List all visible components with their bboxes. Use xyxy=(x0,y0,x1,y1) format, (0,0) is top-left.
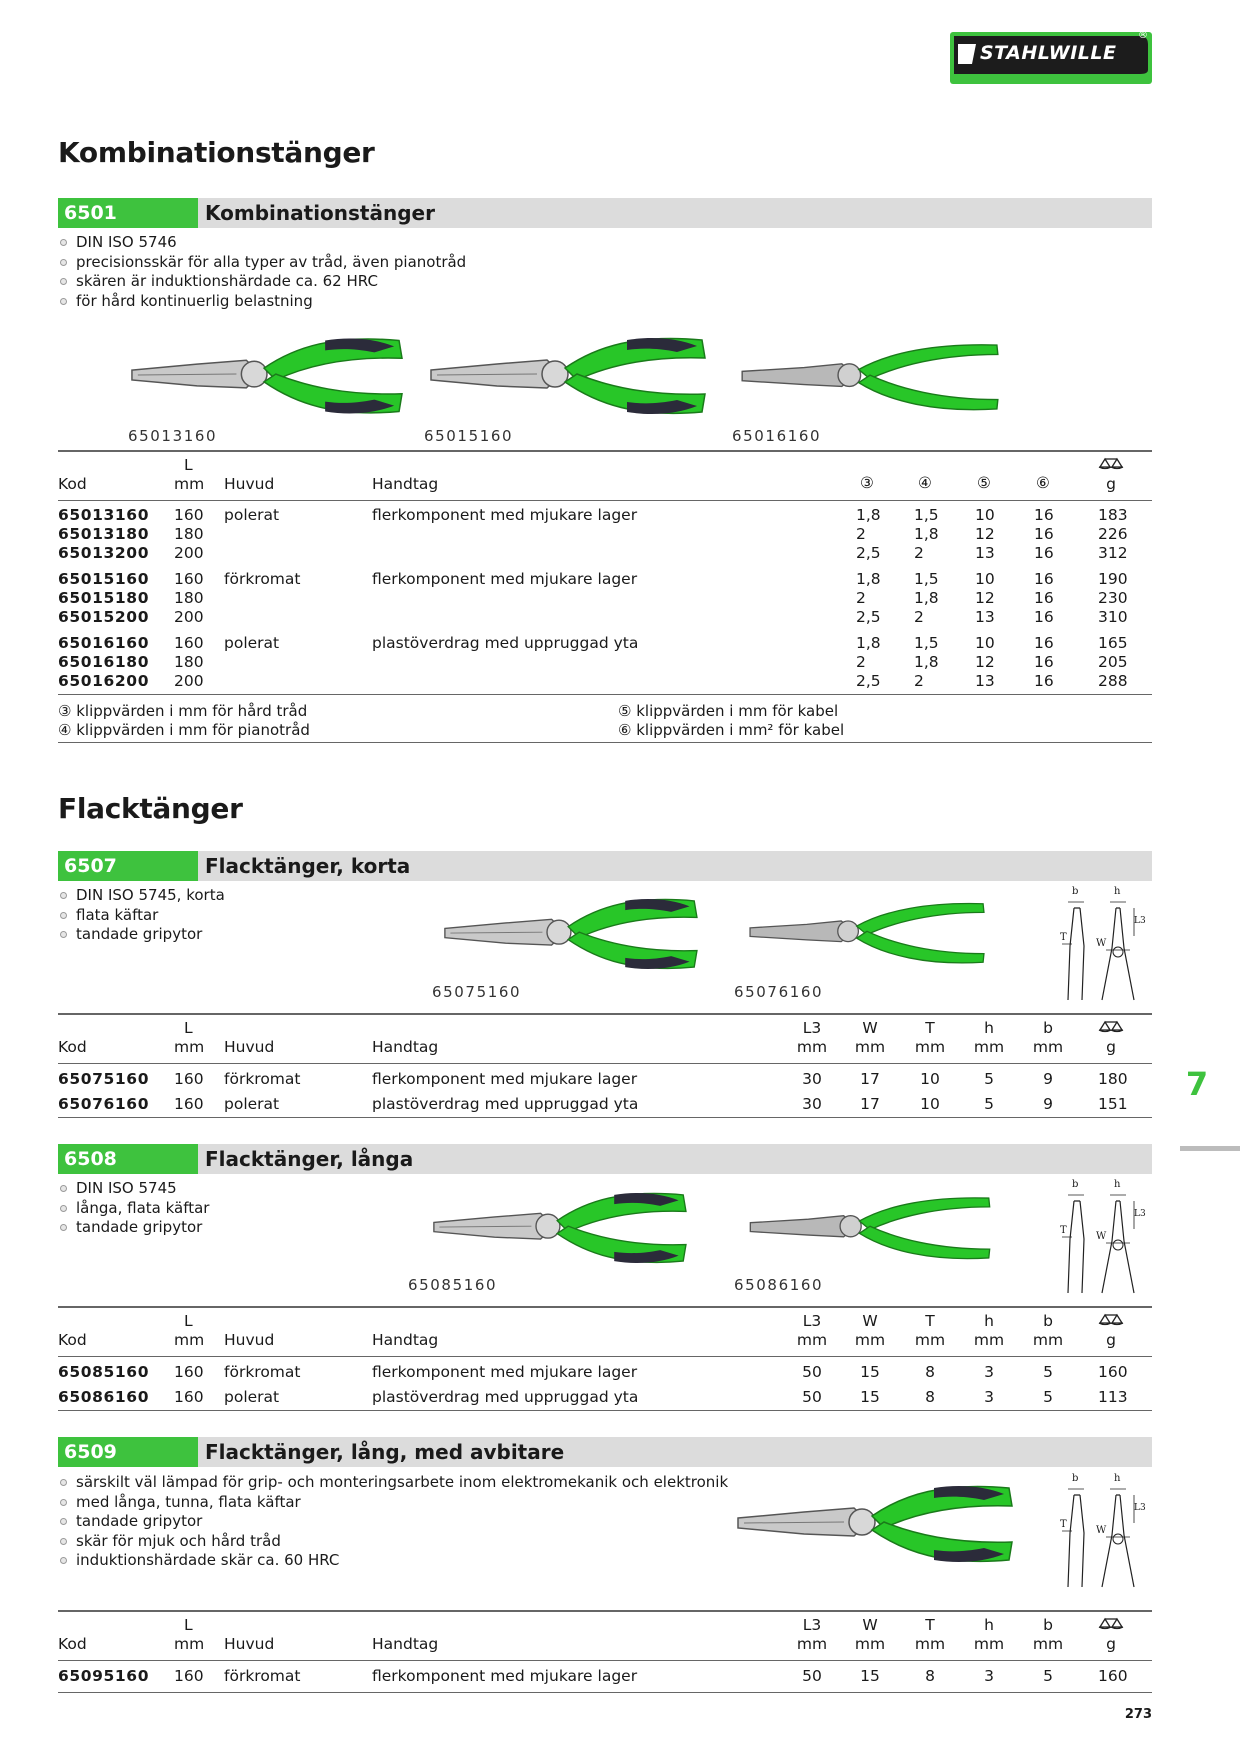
feature-item: skären är induktionshärdade ca. 62 HRC xyxy=(58,272,466,292)
cell-weight: 312 xyxy=(1098,544,1128,562)
plier-image-65095160 xyxy=(732,1474,1016,1574)
col-header-kod: Kod xyxy=(58,1331,87,1349)
scale-icon xyxy=(1098,456,1124,470)
table-rule xyxy=(58,742,1152,743)
footnote: ④ klippvärden i mm för pianotråd xyxy=(58,721,310,739)
cell-l3: 30 xyxy=(802,1070,822,1088)
scale-icon xyxy=(1098,1019,1124,1033)
cell-hard-wire: 2,5 xyxy=(856,608,881,626)
feature-item: precisionsskär för alla typer av tråd, även pianotråd xyxy=(58,253,466,273)
section-title: Flacktänger, lång, med avbitare xyxy=(205,1440,565,1464)
cell-cable: 13 xyxy=(975,608,995,626)
diagram-label-w: W xyxy=(1096,938,1107,949)
table-rule xyxy=(58,1410,1152,1411)
col-header-huvud: Huvud xyxy=(224,1331,275,1349)
col-header-weight: g xyxy=(1106,1635,1116,1653)
cell-cable-mm2: 16 xyxy=(1034,544,1054,562)
cell-cable: 12 xyxy=(975,653,995,671)
cell-weight: 151 xyxy=(1098,1095,1128,1113)
cell-hard-wire: 1,8 xyxy=(856,570,881,588)
section-code: 6508 xyxy=(58,1144,198,1174)
feature-list-6507 xyxy=(58,886,225,945)
cell-handtag: plastöverdrag med uppruggad yta xyxy=(372,1388,639,1406)
cell-cable: 13 xyxy=(975,672,995,690)
cell-l3: 50 xyxy=(802,1363,822,1381)
col-header-huvud: Huvud xyxy=(224,475,275,493)
cell-kod: 65013200 xyxy=(58,544,150,562)
section-bar-6508 xyxy=(58,1144,1152,1174)
chapter-tab[interactable]: 7 xyxy=(1185,1065,1209,1103)
col-header-weight: g xyxy=(1106,475,1116,493)
diagram-label-h: h xyxy=(1114,1179,1121,1190)
feature-item: tandade gripytor xyxy=(58,1218,209,1238)
col-header-unit: mm xyxy=(854,1038,886,1056)
col-header-t: T xyxy=(925,1616,935,1634)
cell-piano-wire: 1,8 xyxy=(914,653,939,671)
spec-table-6509 xyxy=(58,1610,1152,1696)
col-header-unit: mm xyxy=(973,1038,1005,1056)
cell-l3: 50 xyxy=(802,1667,822,1685)
feature-list-6508 xyxy=(58,1179,209,1238)
heading-kombinationstanger: Kombinationstänger xyxy=(58,136,375,169)
cell-w: 15 xyxy=(860,1363,880,1381)
section-code: 6509 xyxy=(58,1437,198,1467)
col-header-t: T xyxy=(925,1019,935,1037)
table-rule xyxy=(58,1306,1152,1308)
cell-h: 3 xyxy=(984,1363,994,1381)
cell-cable-mm2: 16 xyxy=(1034,608,1054,626)
plier-image-65076160 xyxy=(732,890,1002,976)
footnote: ③ klippvärden i mm för hård tråd xyxy=(58,702,308,720)
col-header-l-unit: mm xyxy=(174,1038,205,1056)
diagram-label-w: W xyxy=(1096,1525,1107,1536)
cell-weight: 160 xyxy=(1098,1667,1128,1685)
col-header-unit: mm xyxy=(1032,1635,1064,1653)
cell-huvud: polerat xyxy=(224,1388,280,1406)
section-title: Flacktänger, långa xyxy=(205,1147,414,1171)
table-rule xyxy=(58,500,1152,501)
cell-weight: 160 xyxy=(1098,1363,1128,1381)
col-header-t: T xyxy=(925,1312,935,1330)
image-label: 65086160 xyxy=(734,1276,824,1294)
table-rule xyxy=(58,694,1152,695)
cell-huvud: förkromat xyxy=(224,570,301,588)
cell-length: 180 xyxy=(174,653,204,671)
cell-hard-wire: 1,8 xyxy=(856,634,881,652)
col-header-unit: mm xyxy=(854,1331,886,1349)
dimension-diagram xyxy=(1050,1475,1150,1591)
table-rule xyxy=(58,1610,1152,1612)
cell-length: 180 xyxy=(174,589,204,607)
cell-piano-wire: 1,8 xyxy=(914,525,939,543)
cell-handtag: plastöverdrag med uppruggad yta xyxy=(372,634,639,652)
page-number: 273 xyxy=(1124,1707,1152,1722)
scale-icon xyxy=(1098,1616,1124,1630)
image-label: 65075160 xyxy=(432,983,522,1001)
cell-length: 200 xyxy=(174,544,204,562)
col-header-w: W xyxy=(862,1616,878,1634)
dimension-diagram xyxy=(1050,888,1150,1004)
col-header-weight: g xyxy=(1106,1331,1116,1349)
image-label: 65016160 xyxy=(732,427,822,445)
dimension-diagram xyxy=(1050,1181,1150,1297)
cell-cable-mm2: 16 xyxy=(1034,653,1054,671)
cell-weight: 288 xyxy=(1098,672,1128,690)
diagram-label-b: b xyxy=(1072,886,1079,897)
col-header-l-unit: mm xyxy=(174,1635,205,1653)
image-label: 65013160 xyxy=(128,427,218,445)
table-rule xyxy=(58,1063,1152,1064)
chapter-tab-marker xyxy=(1180,1146,1240,1151)
cell-kod: 65015200 xyxy=(58,608,150,626)
cell-weight: 113 xyxy=(1098,1388,1128,1406)
cell-hard-wire: 2,5 xyxy=(856,544,881,562)
col-header-handtag: Handtag xyxy=(372,475,439,493)
cell-cable: 10 xyxy=(975,634,995,652)
cell-handtag: plastöverdrag med uppruggad yta xyxy=(372,1095,639,1113)
cell-b: 9 xyxy=(1043,1095,1053,1113)
cell-weight: 310 xyxy=(1098,608,1128,626)
col-header-cable: ⑤ xyxy=(977,474,991,492)
cell-cable-mm2: 16 xyxy=(1034,570,1054,588)
col-header-kod: Kod xyxy=(58,1635,87,1653)
cell-hard-wire: 2 xyxy=(856,525,866,543)
col-header-l3: L3 xyxy=(802,1312,822,1330)
feature-item: DIN ISO 5746 xyxy=(58,233,466,253)
cell-b: 5 xyxy=(1043,1667,1053,1685)
cell-cable-mm2: 16 xyxy=(1034,506,1054,524)
spec-table-6508 xyxy=(58,1306,1152,1416)
section-bar-6509 xyxy=(58,1437,1152,1467)
plier-image-65015160 xyxy=(424,326,710,426)
feature-item: särskilt väl lämpad för grip- och monteringsarbete inom elektromekanik och elektronik xyxy=(58,1473,728,1493)
col-header-l3: L3 xyxy=(802,1019,822,1037)
cell-weight: 205 xyxy=(1098,653,1128,671)
col-header-unit: mm xyxy=(1032,1331,1064,1349)
cell-h: 5 xyxy=(984,1070,994,1088)
table-rule xyxy=(58,1013,1152,1015)
cell-weight: 226 xyxy=(1098,525,1128,543)
col-header-kod: Kod xyxy=(58,1038,87,1056)
cell-length: 160 xyxy=(174,1388,204,1406)
cell-hard-wire: 2 xyxy=(856,653,866,671)
table-rule xyxy=(58,1660,1152,1661)
col-header-unit: mm xyxy=(854,1635,886,1653)
diagram-label-h: h xyxy=(1114,1473,1121,1484)
cell-t: 8 xyxy=(925,1388,935,1406)
cell-hard-wire: 1,8 xyxy=(856,506,881,524)
feature-item: flata käftar xyxy=(58,906,225,926)
feature-item: DIN ISO 5745 xyxy=(58,1179,209,1199)
registered-mark: ® xyxy=(1138,30,1148,41)
cell-kod: 65016180 xyxy=(58,653,150,671)
feature-item: tandade gripytor xyxy=(58,925,225,945)
section-code: 6507 xyxy=(58,851,198,881)
cell-kod: 65085160 xyxy=(58,1363,150,1381)
logo-text: STAHLWILLE xyxy=(980,42,1117,64)
cell-huvud: förkromat xyxy=(224,1070,301,1088)
col-header-unit: mm xyxy=(796,1331,828,1349)
plier-image-65016160 xyxy=(730,330,1010,424)
cell-cable: 12 xyxy=(975,589,995,607)
cell-piano-wire: 2 xyxy=(914,672,924,690)
diagram-label-t: T xyxy=(1060,1519,1067,1530)
col-header-l: L xyxy=(184,1019,193,1037)
cell-weight: 165 xyxy=(1098,634,1128,652)
cell-b: 5 xyxy=(1043,1388,1053,1406)
cell-length: 160 xyxy=(174,1095,204,1113)
cell-huvud: polerat xyxy=(224,634,280,652)
plier-image-65086160 xyxy=(732,1184,1008,1272)
col-header-handtag: Handtag xyxy=(372,1331,439,1349)
diagram-label-l3: L3 xyxy=(1134,1209,1146,1219)
col-header-l-unit: mm xyxy=(174,1331,205,1349)
cell-handtag: flerkomponent med mjukare lager xyxy=(372,1667,638,1685)
col-header-huvud: Huvud xyxy=(224,1038,275,1056)
section-bar-6507 xyxy=(58,851,1152,881)
cell-length: 160 xyxy=(174,570,204,588)
cell-cable-mm2: 16 xyxy=(1034,634,1054,652)
section-title: Kombinationstänger xyxy=(205,201,435,225)
cell-hard-wire: 2 xyxy=(856,589,866,607)
table-rule xyxy=(58,1692,1152,1693)
diagram-label-b: b xyxy=(1072,1179,1079,1190)
cell-length: 160 xyxy=(174,506,204,524)
section-code: 6501 xyxy=(58,198,198,228)
cell-t: 8 xyxy=(925,1667,935,1685)
cell-length: 200 xyxy=(174,608,204,626)
col-header-weight: g xyxy=(1106,1038,1116,1056)
cell-weight: 230 xyxy=(1098,589,1128,607)
cell-huvud: polerat xyxy=(224,1095,280,1113)
heading-flacktanger: Flacktänger xyxy=(58,792,243,825)
cell-w: 17 xyxy=(860,1070,880,1088)
col-header-l: L xyxy=(184,456,193,474)
cell-kod: 65076160 xyxy=(58,1095,150,1113)
col-header-unit: mm xyxy=(796,1635,828,1653)
col-header-handtag: Handtag xyxy=(372,1038,439,1056)
diagram-label-l3: L3 xyxy=(1134,1503,1146,1513)
image-label: 65015160 xyxy=(424,427,514,445)
feature-list-6501 xyxy=(58,233,466,311)
cell-piano-wire: 1,5 xyxy=(914,570,939,588)
cell-piano-wire: 1,5 xyxy=(914,506,939,524)
col-header-unit: mm xyxy=(973,1635,1005,1653)
feature-item: skär för mjuk och hård tråd xyxy=(58,1532,728,1552)
col-header-l: L xyxy=(184,1616,193,1634)
col-header-l: L xyxy=(184,1312,193,1330)
cell-piano-wire: 1,8 xyxy=(914,589,939,607)
cell-h: 3 xyxy=(984,1388,994,1406)
cell-kod: 65013180 xyxy=(58,525,150,543)
col-header-hard-wire: ③ xyxy=(860,474,874,492)
cell-kod: 65015180 xyxy=(58,589,150,607)
diagram-label-w: W xyxy=(1096,1231,1107,1242)
cell-huvud: förkromat xyxy=(224,1667,301,1685)
cell-piano-wire: 2 xyxy=(914,544,924,562)
diagram-label-t: T xyxy=(1060,932,1067,943)
cell-length: 160 xyxy=(174,1363,204,1381)
feature-item: DIN ISO 5745, korta xyxy=(58,886,225,906)
cell-cable-mm2: 16 xyxy=(1034,589,1054,607)
cell-handtag: flerkomponent med mjukare lager xyxy=(372,1363,638,1381)
col-header-b: b xyxy=(1043,1312,1053,1330)
col-header-kod: Kod xyxy=(58,475,87,493)
cell-cable: 10 xyxy=(975,570,995,588)
cell-t: 8 xyxy=(925,1363,935,1381)
col-header-cable-mm2: ⑥ xyxy=(1036,474,1050,492)
cell-hard-wire: 2,5 xyxy=(856,672,881,690)
cell-cable: 10 xyxy=(975,506,995,524)
feature-list-6509 xyxy=(58,1473,728,1571)
cell-length: 160 xyxy=(174,634,204,652)
cell-h: 5 xyxy=(984,1095,994,1113)
col-header-w: W xyxy=(862,1312,878,1330)
cell-weight: 183 xyxy=(1098,506,1128,524)
cell-piano-wire: 2 xyxy=(914,608,924,626)
cell-w: 15 xyxy=(860,1388,880,1406)
cell-handtag: flerkomponent med mjukare lager xyxy=(372,506,638,524)
col-header-unit: mm xyxy=(914,1635,946,1653)
cell-length: 200 xyxy=(174,672,204,690)
cell-weight: 180 xyxy=(1098,1070,1128,1088)
footnote: ⑤ klippvärden i mm för kabel xyxy=(618,702,839,720)
cell-length: 160 xyxy=(174,1070,204,1088)
col-header-piano-wire: ④ xyxy=(918,474,932,492)
table-rule xyxy=(58,450,1152,452)
cell-l3: 30 xyxy=(802,1095,822,1113)
col-header-unit: mm xyxy=(796,1038,828,1056)
cell-huvud: förkromat xyxy=(224,1363,301,1381)
cell-weight: 190 xyxy=(1098,570,1128,588)
cell-kod: 65016200 xyxy=(58,672,150,690)
cell-length: 160 xyxy=(174,1667,204,1685)
cell-cable: 12 xyxy=(975,525,995,543)
plier-image-65013160 xyxy=(128,326,404,426)
col-header-w: W xyxy=(862,1019,878,1037)
table-rule xyxy=(58,1117,1152,1118)
col-header-h: h xyxy=(984,1019,994,1037)
cell-b: 9 xyxy=(1043,1070,1053,1088)
col-header-unit: mm xyxy=(973,1331,1005,1349)
cell-t: 10 xyxy=(920,1070,940,1088)
spec-table-6507 xyxy=(58,1013,1152,1123)
diagram-label-b: b xyxy=(1072,1473,1079,1484)
cell-cable-mm2: 16 xyxy=(1034,525,1054,543)
col-header-huvud: Huvud xyxy=(224,1635,275,1653)
cell-piano-wire: 1,5 xyxy=(914,634,939,652)
cell-cable-mm2: 16 xyxy=(1034,672,1054,690)
cell-t: 10 xyxy=(920,1095,940,1113)
col-header-b: b xyxy=(1043,1019,1053,1037)
section-title: Flacktänger, korta xyxy=(205,854,411,878)
cell-kod: 65013160 xyxy=(58,506,150,524)
image-label: 65076160 xyxy=(734,983,824,1001)
cell-l3: 50 xyxy=(802,1388,822,1406)
cell-handtag: flerkomponent med mjukare lager xyxy=(372,570,638,588)
cell-kod: 65095160 xyxy=(58,1667,150,1685)
feature-item: med långa, tunna, flata käftar xyxy=(58,1493,728,1513)
col-header-handtag: Handtag xyxy=(372,1635,439,1653)
image-label: 65085160 xyxy=(408,1276,498,1294)
cell-kod: 65086160 xyxy=(58,1388,150,1406)
scale-icon xyxy=(1098,1312,1124,1326)
col-header-unit: mm xyxy=(914,1038,946,1056)
footnote: ⑥ klippvärden i mm² för kabel xyxy=(618,721,845,739)
cell-b: 5 xyxy=(1043,1363,1053,1381)
col-header-h: h xyxy=(984,1312,994,1330)
stahlwille-logo xyxy=(950,32,1152,84)
col-header-unit: mm xyxy=(914,1331,946,1349)
plier-image-65085160 xyxy=(408,1182,710,1274)
feature-item: tandade gripytor xyxy=(58,1512,728,1532)
col-header-l3: L3 xyxy=(802,1616,822,1634)
feature-item: för hård kontinuerlig belastning xyxy=(58,292,466,312)
spec-table-6501 xyxy=(58,450,1152,750)
col-header-l-unit: mm xyxy=(174,475,205,493)
cell-h: 3 xyxy=(984,1667,994,1685)
col-header-unit: mm xyxy=(1032,1038,1064,1056)
cell-w: 15 xyxy=(860,1667,880,1685)
cell-huvud: polerat xyxy=(224,506,280,524)
section-bar-6501 xyxy=(58,198,1152,228)
cell-kod: 65075160 xyxy=(58,1070,150,1088)
cell-kod: 65015160 xyxy=(58,570,150,588)
cell-length: 180 xyxy=(174,525,204,543)
table-rule xyxy=(58,1356,1152,1357)
cell-kod: 65016160 xyxy=(58,634,150,652)
feature-item: långa, flata käftar xyxy=(58,1199,209,1219)
feature-item: induktionshärdade skär ca. 60 HRC xyxy=(58,1551,728,1571)
diagram-label-t: T xyxy=(1060,1225,1067,1236)
col-header-b: b xyxy=(1043,1616,1053,1634)
diagram-label-h: h xyxy=(1114,886,1121,897)
diagram-label-l3: L3 xyxy=(1134,916,1146,926)
cell-cable: 13 xyxy=(975,544,995,562)
plier-image-65075160 xyxy=(430,888,710,980)
col-header-h: h xyxy=(984,1616,994,1634)
cell-w: 17 xyxy=(860,1095,880,1113)
cell-handtag: flerkomponent med mjukare lager xyxy=(372,1070,638,1088)
